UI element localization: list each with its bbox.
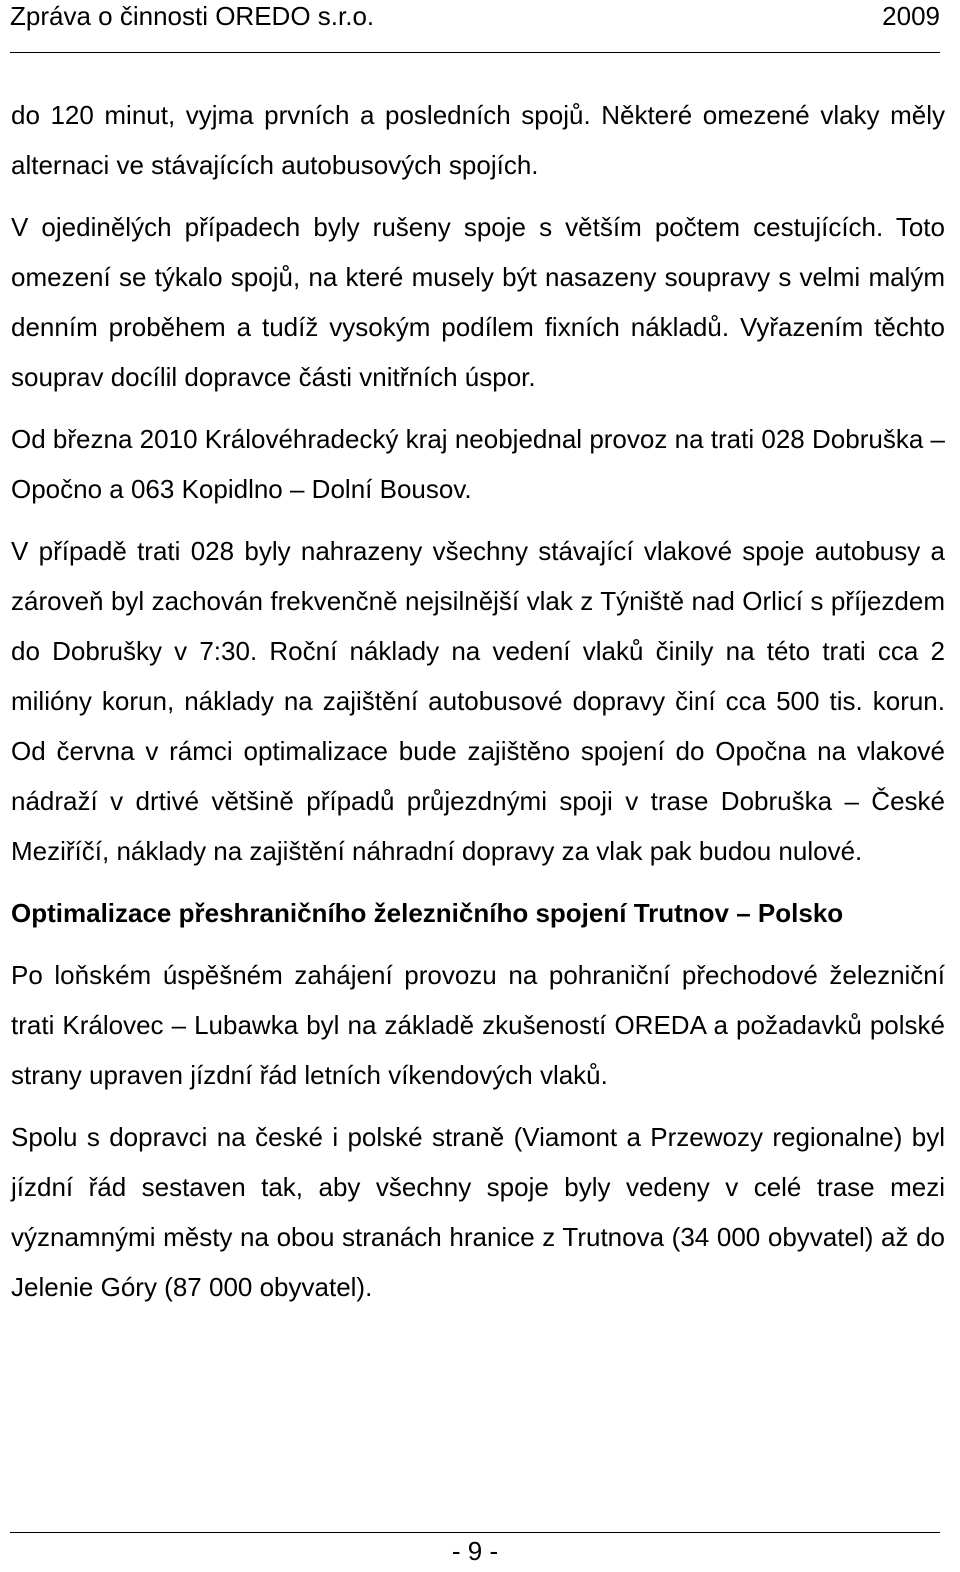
paragraph: Spolu s dopravci na české i polské straně (Viamont a Przewozy regionalne) byl jízdní řád sestaven tak, aby všechny spoje byly vedeny v celé trase mezi významnými městy na obou stranách hranice z Trutnova (34 000 obyvatel) až do Jelenie Góry (87 000 obyvatel). [11, 1122, 945, 1302]
paragraph: V případě trati 028 byly nahrazeny všechny stávající vlakové spoje autobusy a zároveň byl zachován frekvenčně nejsilnější vlak z Týniště nad Orlicí s příjezdem do Dobrušky v 7:30. Roční náklady na vedení vlaků činily na této trati cca 2 milióny korun, náklady na zajištění autobusové dopravy činí cca 500 tis. korun. Od června v rámci optimalizace bude zajištěno spojení do Opočna na vlakové nádraží v drtivé většině případů průjezdnými spoji v trase Dobruška – České Meziříčí, náklady na zajištění náhradní dopravy za vlak pak budou nulové. [11, 536, 945, 866]
page-number: - 9 - [451, 1536, 499, 1566]
document-body [11, 90, 945, 1324]
document-title: Zpráva o činnosti OREDO s.r.o. [10, 1, 375, 31]
paragraph: Od března 2010 Královéhradecký kraj neobjednal provoz na trati 028 Dobruška – Opočno a 063 Kopidlno – Dolní Bousov. [11, 424, 945, 504]
paragraph: do 120 minut, vyjma prvních a posledních spojů. Některé omezené vlaky měly alternaci ve stávajících autobusových spojích. [11, 100, 945, 180]
document-year: 2009 [882, 1, 940, 31]
page-header [10, 0, 940, 53]
section-heading: Optimalizace přeshraničního železničního spojení Trutnov – Polsko [11, 898, 844, 928]
page-footer [10, 1532, 940, 1572]
paragraph: Po loňském úspěšném zahájení provozu na pohraniční přechodové železniční trati Královec – Lubawka byl na základě zkušeností OREDA a požadavků polské strany upraven jízdní řád letních víkendových vlaků. [11, 960, 945, 1090]
paragraph: V ojedinělých případech byly rušeny spoje s větším počtem cestujících. Toto omezení se týkalo spojů, na které musely být nasazeny soupravy s velmi malým denním proběhem a tudíž vysokým podílem fixních nákladů. Vyřazením těchto souprav docílil dopravce části vnitřních úspor. [11, 212, 945, 392]
